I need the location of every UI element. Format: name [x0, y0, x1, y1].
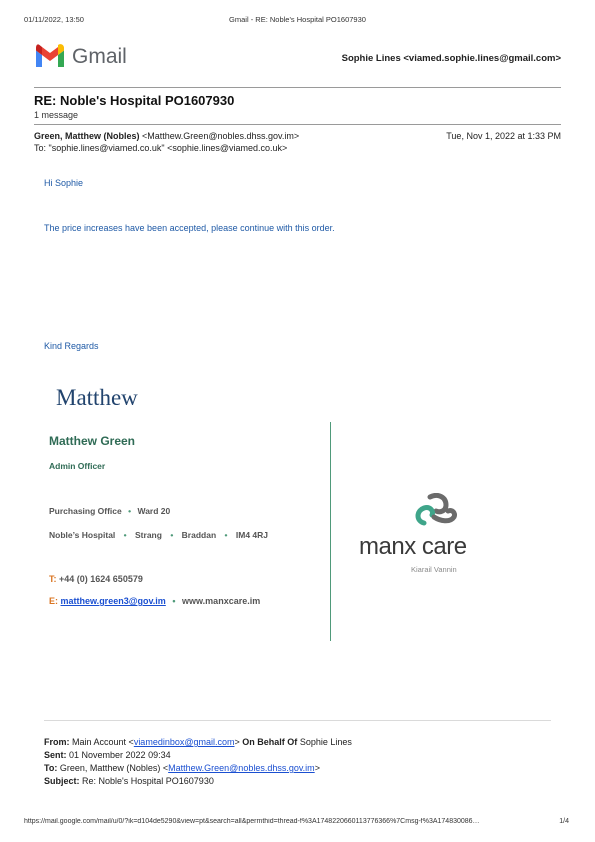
- quoted-divider: [44, 720, 551, 721]
- quoted-subject: [44, 776, 214, 786]
- signature-contact: [49, 596, 260, 606]
- signature-address: [49, 530, 268, 540]
- sender-name: Green, Matthew (Nobles): [34, 131, 140, 141]
- recipient-line: To: "sophie.lines@viamed.co.uk" <sophie.lines@viamed.co.uk>: [34, 143, 288, 153]
- handwritten-name: Matthew: [56, 385, 138, 410]
- behalf-label: On Behalf Of: [242, 737, 298, 747]
- from-email-link[interactable]: viamedinbox@gmail.com: [133, 737, 235, 747]
- to-label: To:: [44, 763, 58, 773]
- signature-dept: [49, 506, 170, 516]
- subject-label: Subject:: [44, 776, 80, 786]
- email-label: E:: [49, 596, 58, 606]
- print-datetime: 01/11/2022, 13:50: [24, 15, 84, 24]
- gmail-logo[interactable]: [34, 43, 66, 72]
- separator-dot: •: [128, 506, 132, 516]
- body-text: The price increases have been accepted, please continue with this order.: [44, 223, 335, 233]
- phone-number: +44 (0) 1624 650579: [59, 574, 143, 584]
- behalf-name: Sophie Lines: [299, 737, 352, 747]
- greeting: Hi Sophie: [44, 178, 84, 188]
- print-url: https://mail.google.com/mail/u/0/?ik=d104de5290&view=pt&search=all&permthid=thread-f%3A1748220660113776366%7Cmsg-f%3A174830086…: [24, 818, 480, 825]
- signature-email-link[interactable]: matthew.green3@gov.im: [60, 596, 166, 606]
- to-name: Green, Matthew (Nobles) <: [59, 763, 169, 773]
- address-town: Braddan: [181, 530, 217, 540]
- sender-line: [34, 131, 299, 141]
- address-area: Strang: [135, 530, 162, 540]
- from-label: From:: [44, 737, 70, 747]
- separator-dot: •: [170, 530, 174, 540]
- subject-divider: [34, 124, 561, 125]
- signature-divider: [330, 422, 331, 641]
- separator-dot: •: [123, 530, 127, 540]
- address-hospital: Noble’s Hospital: [49, 530, 116, 540]
- gmail-wordmark: Gmail: [72, 45, 127, 68]
- signature-name: Matthew Green: [49, 434, 136, 448]
- quoted-from: [44, 737, 352, 747]
- dept-ward: Ward 20: [137, 506, 171, 516]
- account-label: Sophie Lines <viamed.sophie.lines@gmail.com>: [341, 53, 561, 64]
- from-close: >: [234, 737, 240, 747]
- quoted-to: [44, 763, 320, 773]
- to-close: >: [314, 763, 320, 773]
- manx-care-tagline: Kiarail Vannin: [411, 565, 457, 574]
- thread-subject: RE: Noble's Hospital PO1607930: [34, 93, 235, 108]
- print-title: Gmail - RE: Noble's Hospital PO1607930: [229, 15, 366, 24]
- manx-care-mark-icon: [412, 493, 458, 535]
- message-date: Tue, Nov 1, 2022 at 1:33 PM: [446, 131, 561, 141]
- signature-phone: [49, 574, 143, 584]
- from-account: Main Account <: [72, 737, 134, 747]
- signature-role: Admin Officer: [49, 461, 106, 471]
- sent-date: 01 November 2022 09:34: [69, 750, 171, 760]
- subject-text: Re: Noble's Hospital PO1607930: [82, 776, 214, 786]
- separator-dot: •: [224, 530, 228, 540]
- phone-label: T:: [49, 574, 57, 584]
- closing: Kind Regards: [44, 341, 99, 351]
- dept-office: Purchasing Office: [49, 506, 122, 516]
- website-text: www.manxcare.im: [182, 596, 261, 606]
- page-number: 1/4: [559, 818, 569, 825]
- sender-email[interactable]: <Matthew.Green@nobles.dhss.gov.im>: [142, 131, 300, 141]
- manx-care-wordmark: [359, 533, 467, 561]
- message-count: 1 message: [34, 110, 79, 120]
- sent-label: Sent:: [44, 750, 67, 760]
- quoted-sent: [44, 750, 171, 760]
- gmail-m-icon: [34, 43, 66, 67]
- to-email-link[interactable]: Matthew.Green@nobles.dhss.gov.im: [168, 763, 315, 773]
- header-divider: [34, 87, 561, 88]
- separator-dot: •: [172, 596, 176, 606]
- logo-text: manx care: [359, 533, 467, 560]
- address-postcode: IM4 4RJ: [235, 530, 269, 540]
